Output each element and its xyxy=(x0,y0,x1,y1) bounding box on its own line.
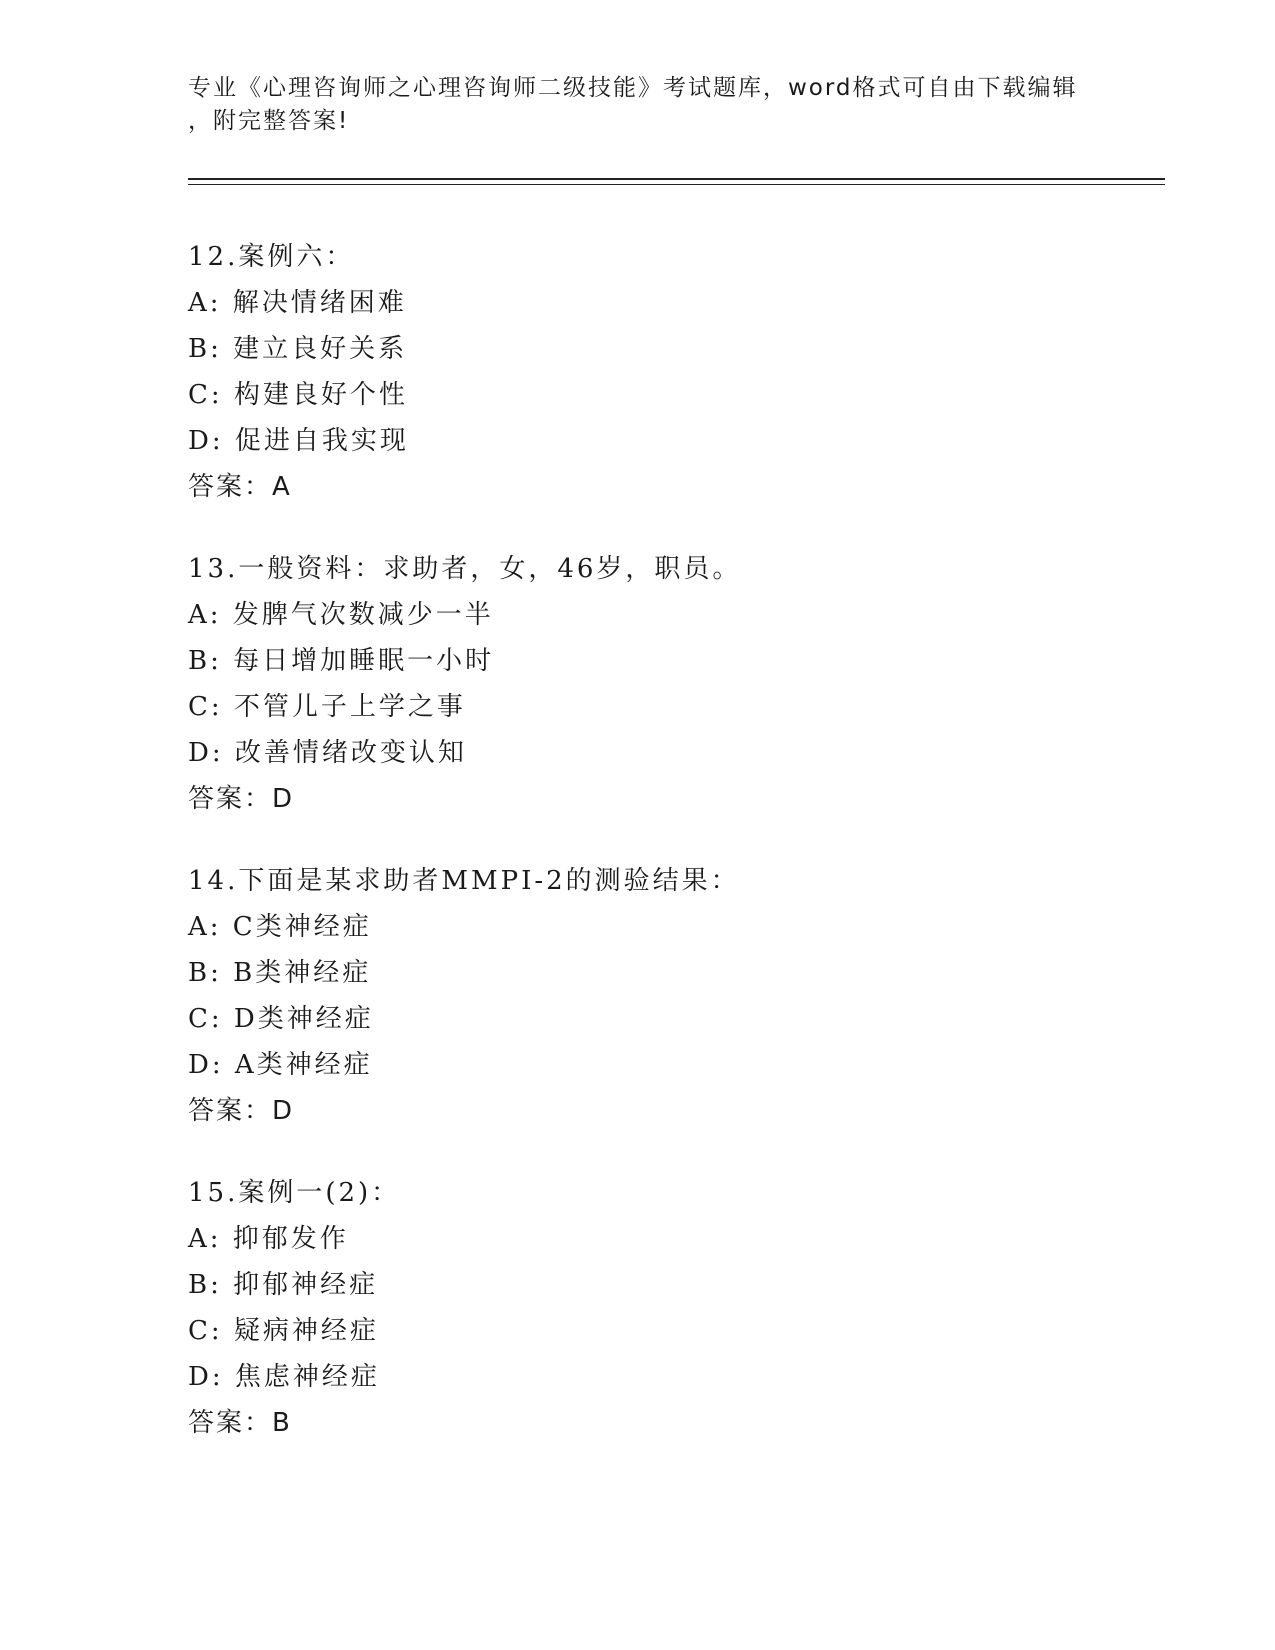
question-12 xyxy=(188,234,1168,510)
option-d: D: A类神经症 xyxy=(188,1050,373,1080)
option-b: B: 抑郁神经症 xyxy=(188,1270,379,1300)
question-13 xyxy=(188,546,1168,822)
option-a: A: 解决情绪困难 xyxy=(188,288,407,318)
option-b: B: 每日增加睡眠一小时 xyxy=(188,646,495,676)
document-header xyxy=(188,72,1088,138)
question-stem: 12.案例六： xyxy=(188,242,355,272)
option-d: D: 焦虑神经症 xyxy=(188,1362,380,1392)
question-stem: 14.下面是某求助者MMPI-2的测验结果： xyxy=(188,866,740,896)
option-c: C: 不管儿子上学之事 xyxy=(188,692,466,722)
option-c: C: 疑病神经症 xyxy=(188,1316,379,1346)
option-a: A: C类神经症 xyxy=(188,912,372,942)
question-stem: 13.一般资料：求助者，女，46岁，职员。 xyxy=(188,554,742,584)
header-line-1: 专业《心理咨询师之心理咨询师二级技能》考试题库，word格式可自由下载编辑 xyxy=(188,75,1078,101)
option-b: B: 建立良好关系 xyxy=(188,334,408,364)
option-d: D: 改善情绪改变认知 xyxy=(188,738,467,768)
header-line-2: ，附完整答案! xyxy=(188,108,350,134)
option-c: C: D类神经症 xyxy=(188,1004,374,1034)
option-a: A: 抑郁发作 xyxy=(188,1224,349,1254)
option-d: D: 促进自我实现 xyxy=(188,426,409,456)
header-rule-thick xyxy=(188,178,1165,180)
answer-label: 答案：D xyxy=(188,1096,295,1126)
option-b: B: B类神经症 xyxy=(188,958,372,988)
answer-label: 答案：B xyxy=(188,1408,292,1438)
option-c: C: 构建良好个性 xyxy=(188,380,408,410)
answer-label: 答案：A xyxy=(188,472,292,502)
option-a: A: 发脾气次数减少一半 xyxy=(188,600,494,630)
question-stem: 15.案例一(2)： xyxy=(188,1178,401,1208)
header-rule-thin xyxy=(188,184,1165,185)
answer-label: 答案：D xyxy=(188,784,295,814)
question-14 xyxy=(188,858,1168,1134)
question-list xyxy=(188,234,1168,1482)
question-15 xyxy=(188,1170,1168,1446)
